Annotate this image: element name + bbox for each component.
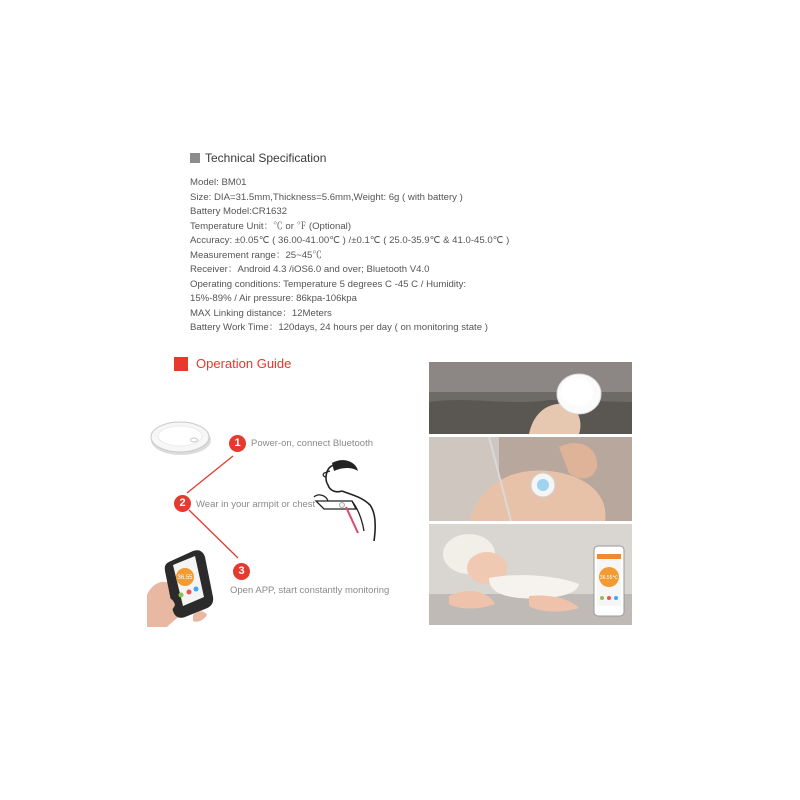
baby-phone-reading: 36.55℃ (599, 575, 619, 581)
spec-line: Operating conditions: Temperature 5 degrees C -45 C / Humidity: (190, 278, 467, 290)
spec-line: Model: BM01 (190, 177, 247, 188)
sleeping-baby-with-phone-photo (429, 524, 632, 625)
spec-line: MAX Linking distance：12Meters (190, 307, 332, 319)
spec-line: 15%-89% / Air pressure: 86kpa-106kpa (190, 293, 357, 304)
spec-line: Accuracy: ±0.05℃ ( 36.00-41.00℃ ) /±0.1℃ ( 25.0-35.9℃ & 41.0-45.0℃ ) (190, 235, 510, 246)
hand-phone-reading: 36.55 (177, 575, 193, 581)
spec-line: Receiver：Android 4.3 /iOS6.0 and over; Bluetooth V4.0 (190, 264, 430, 275)
step-3-number: 3 (233, 563, 250, 580)
step-1-number: 1 (229, 435, 246, 452)
step-3-text: Open APP, start constantly monitoring (230, 585, 390, 596)
step-2-number: 2 (174, 495, 191, 512)
spec-line: Battery Model:CR1632 (190, 206, 288, 217)
sensor-on-chest-photo (429, 437, 632, 521)
guide-title: Operation Guide (196, 356, 292, 371)
baby-wearing-sensor-photo (429, 362, 632, 434)
spec-line: Battery Work Time：120days, 24 hours per day ( on monitoring state ) (190, 322, 488, 333)
spec-list (190, 176, 509, 336)
hand-holding-phone-image (143, 545, 218, 627)
spec-title: Technical Specification (205, 151, 327, 165)
spec-line: Temperature Unit：℃ or ℉ (Optional) (190, 220, 352, 232)
spec-heading-square-icon (190, 153, 200, 163)
step-1-text: Power-on, connect Bluetooth (251, 438, 373, 449)
person-wearing-sensor-illustration (312, 457, 384, 543)
spec-line: Size: DIA=31.5mm,Thickness=5.6mm,Weight: 6g ( with battery ) (190, 191, 463, 203)
guide-heading-square-icon (174, 357, 188, 371)
step-2-text: Wear in your armpit or chest (196, 499, 316, 510)
spec-line: Measurement range：25~45℃ (190, 249, 322, 261)
